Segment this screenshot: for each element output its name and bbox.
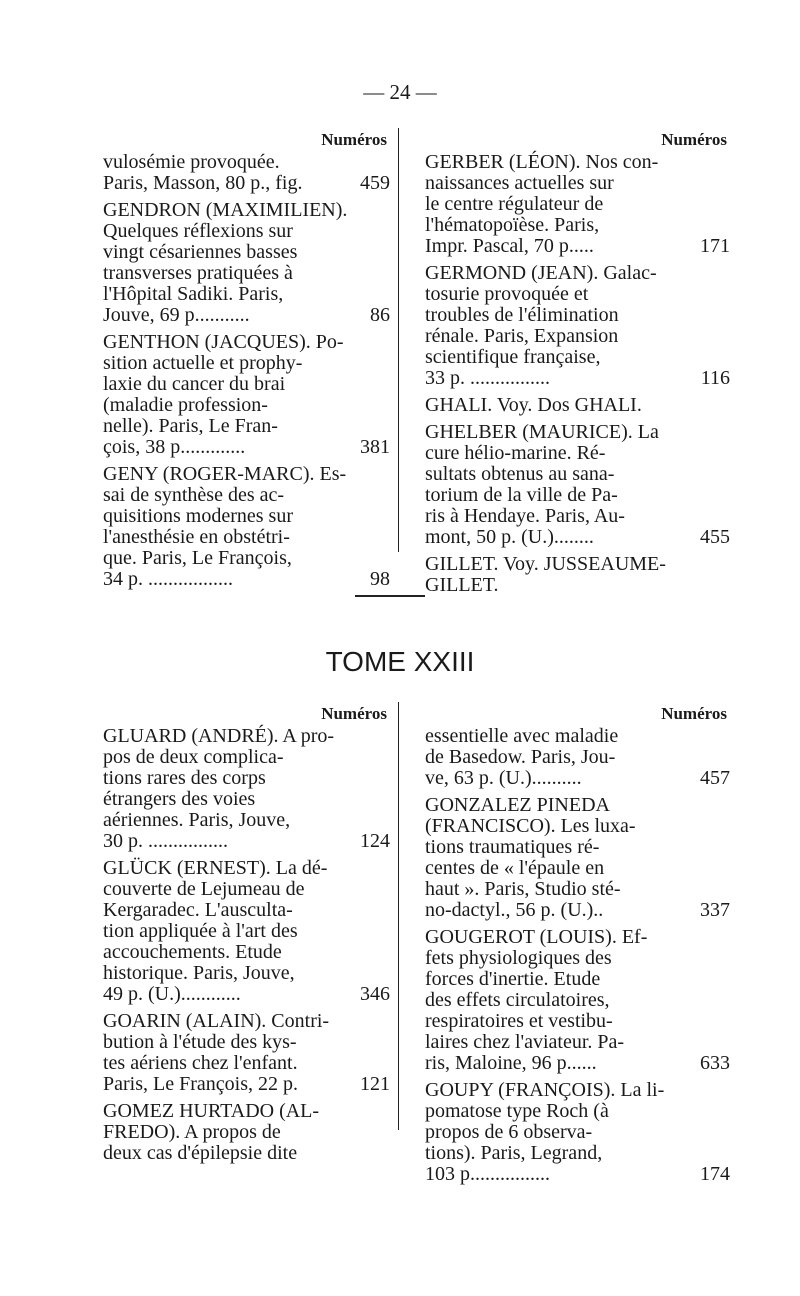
entry-line: cure hélio-marine. Ré-	[425, 442, 606, 464]
index-entry	[103, 463, 390, 590]
entry-line: GHELBER (MAURICE). La	[425, 421, 659, 443]
entry-line: tion appliquée à l'art des	[103, 920, 298, 942]
entry-line: (maladie profession-	[103, 394, 268, 416]
entry-line: ris à Hendaye. Paris, Au-	[425, 505, 625, 527]
entry-line: pos de deux complica-	[103, 746, 284, 768]
column-divider	[398, 702, 399, 1130]
entry-line: pomatose type Roch (à	[425, 1100, 609, 1122]
entry-line: forces d'inertie. Etude	[425, 968, 601, 990]
entry-line: GENTHON (JACQUES). Po-	[103, 331, 344, 353]
entry-number: 633	[700, 1052, 730, 1074]
entry-line: GERBER (LÉON). Nos con-	[425, 151, 659, 173]
entry-line: sition actuelle et prophy-	[103, 352, 303, 374]
index-entry	[425, 421, 730, 548]
entry-line: ris, Maloine, 96 p......	[425, 1052, 597, 1074]
entry-number: 381	[360, 436, 390, 458]
entry-line: centes de « l'épaule en	[425, 857, 605, 879]
entry-line: étrangers des voies	[103, 788, 256, 810]
entry-line: tions rares des corps	[103, 767, 266, 789]
entry-line: respiratoires et vestibu-	[425, 1010, 613, 1032]
entry-line: de Basedow. Paris, Jou-	[425, 746, 616, 768]
entry-line: transverses pratiquées à	[103, 262, 293, 284]
index-entry	[103, 857, 390, 1005]
entry-line: haut ». Paris, Studio sté-	[425, 878, 621, 900]
index-entry	[103, 151, 390, 194]
entry-line: nelle). Paris, Le Fran-	[103, 415, 278, 437]
column-divider	[398, 128, 399, 552]
entry-line: sultats obtenus au sana-	[425, 463, 615, 485]
entry-line: FREDO). A propos de	[103, 1121, 281, 1143]
entry-number: 124	[360, 830, 390, 852]
entry-line: laires chez l'aviateur. Pa-	[425, 1031, 625, 1053]
entry-line: couverte de Lejumeau de	[103, 878, 305, 900]
entry-line: l'hématopoïèse. Paris,	[425, 214, 600, 236]
entry-number: 121	[360, 1073, 390, 1095]
entry-number: 174	[700, 1163, 730, 1185]
entry-line: (FRANCISCO). Les luxa-	[425, 815, 636, 837]
entry-line: GHALI. Voy. Dos GHALI.	[425, 394, 642, 416]
index-entry	[425, 725, 730, 789]
entry-line: laxie du cancer du brai	[103, 373, 286, 395]
entry-line: tions). Paris, Legrand,	[425, 1142, 603, 1164]
upper-right-column	[425, 128, 730, 602]
entry-line: GLÜCK (ERNEST). La dé-	[103, 857, 328, 879]
index-entry	[425, 1079, 730, 1185]
entry-line: accouchements. Etude	[103, 941, 282, 963]
entry-line: tosurie provoquée et	[425, 283, 589, 305]
entry-line: que. Paris, Le François,	[103, 547, 292, 569]
entry-line: Jouve, 69 p...........	[103, 304, 250, 326]
entry-line: rénale. Paris, Expansion	[425, 325, 619, 347]
entry-line: 34 p. .................	[103, 568, 233, 590]
entry-line: GLUARD (ANDRÉ). A pro-	[103, 725, 335, 747]
entry-line: naissances actuelles sur	[425, 172, 614, 194]
entry-line: vulosémie provoquée.	[103, 151, 280, 173]
entry-line: aériennes. Paris, Jouve,	[103, 809, 291, 831]
index-entry	[103, 1101, 370, 1164]
section-divider	[355, 595, 425, 597]
index-entry	[103, 1010, 390, 1095]
entry-line: GENY (ROGER-MARC). Es-	[103, 463, 347, 485]
lower-right-column	[425, 702, 730, 1191]
entry-line: tes aériens chez l'enfant.	[103, 1052, 298, 1074]
entry-line: fets physiologiques des	[425, 947, 612, 969]
entry-line: 33 p. ................	[425, 367, 550, 389]
entry-line: tions traumatiques ré-	[425, 836, 600, 858]
entry-line: essentielle avec maladie	[425, 725, 619, 747]
entry-number: 98	[370, 568, 390, 590]
entry-line: quisitions modernes sur	[103, 505, 293, 527]
index-entry	[425, 794, 730, 921]
lower-left-column	[103, 702, 390, 1170]
upper-left-column	[103, 128, 390, 596]
entry-line: mont, 50 p. (U.)........	[425, 526, 594, 548]
entry-number: 86	[370, 304, 390, 326]
entry-line: propos de 6 observa-	[425, 1121, 593, 1143]
entry-line: GENDRON (MAXIMILIEN).	[103, 199, 348, 221]
entry-line: vingt césariennes basses	[103, 241, 298, 263]
entry-line: historique. Paris, Jouve,	[103, 962, 295, 984]
column-header: Numéros	[661, 704, 727, 723]
entry-line: 103 p................	[425, 1163, 550, 1185]
index-entry	[425, 926, 730, 1074]
entry-number: 171	[700, 235, 730, 257]
entry-number: 455	[700, 526, 730, 548]
entry-number: 459	[360, 172, 390, 194]
column-header: Numéros	[321, 130, 387, 149]
page-number: — 24 —	[363, 80, 437, 104]
index-entry	[425, 395, 710, 416]
entry-line: Kergaradec. L'ausculta-	[103, 899, 293, 921]
index-entry	[103, 331, 390, 458]
index-entry	[425, 554, 710, 596]
index-entry	[103, 725, 390, 852]
entry-line: des effets circulatoires,	[425, 989, 610, 1011]
entry-line: Impr. Pascal, 70 p.....	[425, 235, 594, 257]
entry-number: 346	[360, 983, 390, 1005]
entry-line: sai de synthèse des ac-	[103, 484, 285, 506]
entry-line: bution à l'étude des kys-	[103, 1031, 297, 1053]
entry-line: le centre régulateur de	[425, 193, 604, 215]
entry-line: 30 p. ................	[103, 830, 228, 852]
index-entry	[103, 199, 390, 326]
lower-section	[0, 702, 800, 1185]
entry-line: GOARIN (ALAIN). Contri-	[103, 1010, 330, 1032]
entry-number: 337	[700, 899, 730, 921]
entry-line: torium de la ville de Pa-	[425, 484, 618, 506]
entry-line: Paris, Masson, 80 p., fig.	[103, 172, 303, 194]
column-header: Numéros	[321, 704, 387, 723]
entry-line: çois, 38 p.............	[103, 436, 246, 458]
entry-line: GONZALEZ PINEDA	[425, 794, 610, 816]
entry-line: deux cas d'épilepsie dite	[103, 1142, 298, 1164]
entry-line: GILLET.	[425, 574, 499, 596]
index-entry	[425, 262, 730, 389]
entry-line: no-dactyl., 56 p. (U.)..	[425, 899, 604, 921]
entry-number: 116	[700, 367, 730, 389]
entry-line: troubles de l'élimination	[425, 304, 619, 326]
entry-line: l'Hôpital Sadiki. Paris,	[103, 283, 284, 305]
entry-line: Paris, Le François, 22 p.	[103, 1073, 298, 1095]
entry-line: GOUPY (FRANÇOIS). La li-	[425, 1079, 665, 1101]
entry-line: GOUGEROT (LOUIS). Ef-	[425, 926, 648, 948]
entry-line: l'anesthésie en obstétri-	[103, 526, 290, 548]
entry-line: Quelques réflexions sur	[103, 220, 293, 242]
tome-title: TOME XXIII	[325, 646, 475, 677]
entry-number: 457	[700, 767, 730, 789]
index-entry	[425, 151, 730, 257]
entry-line: GOMEZ HURTADO (AL-	[103, 1100, 320, 1122]
entry-line: ve, 63 p. (U.)..........	[425, 767, 582, 789]
upper-section	[0, 128, 800, 596]
entry-line: 49 p. (U.)............	[103, 983, 241, 1005]
column-header: Numéros	[661, 130, 727, 149]
entry-line: scientifique française,	[425, 346, 601, 368]
entry-line: GERMOND (JEAN). Galac-	[425, 262, 657, 284]
entry-line: GILLET. Voy. JUSSEAUME-	[425, 553, 666, 575]
